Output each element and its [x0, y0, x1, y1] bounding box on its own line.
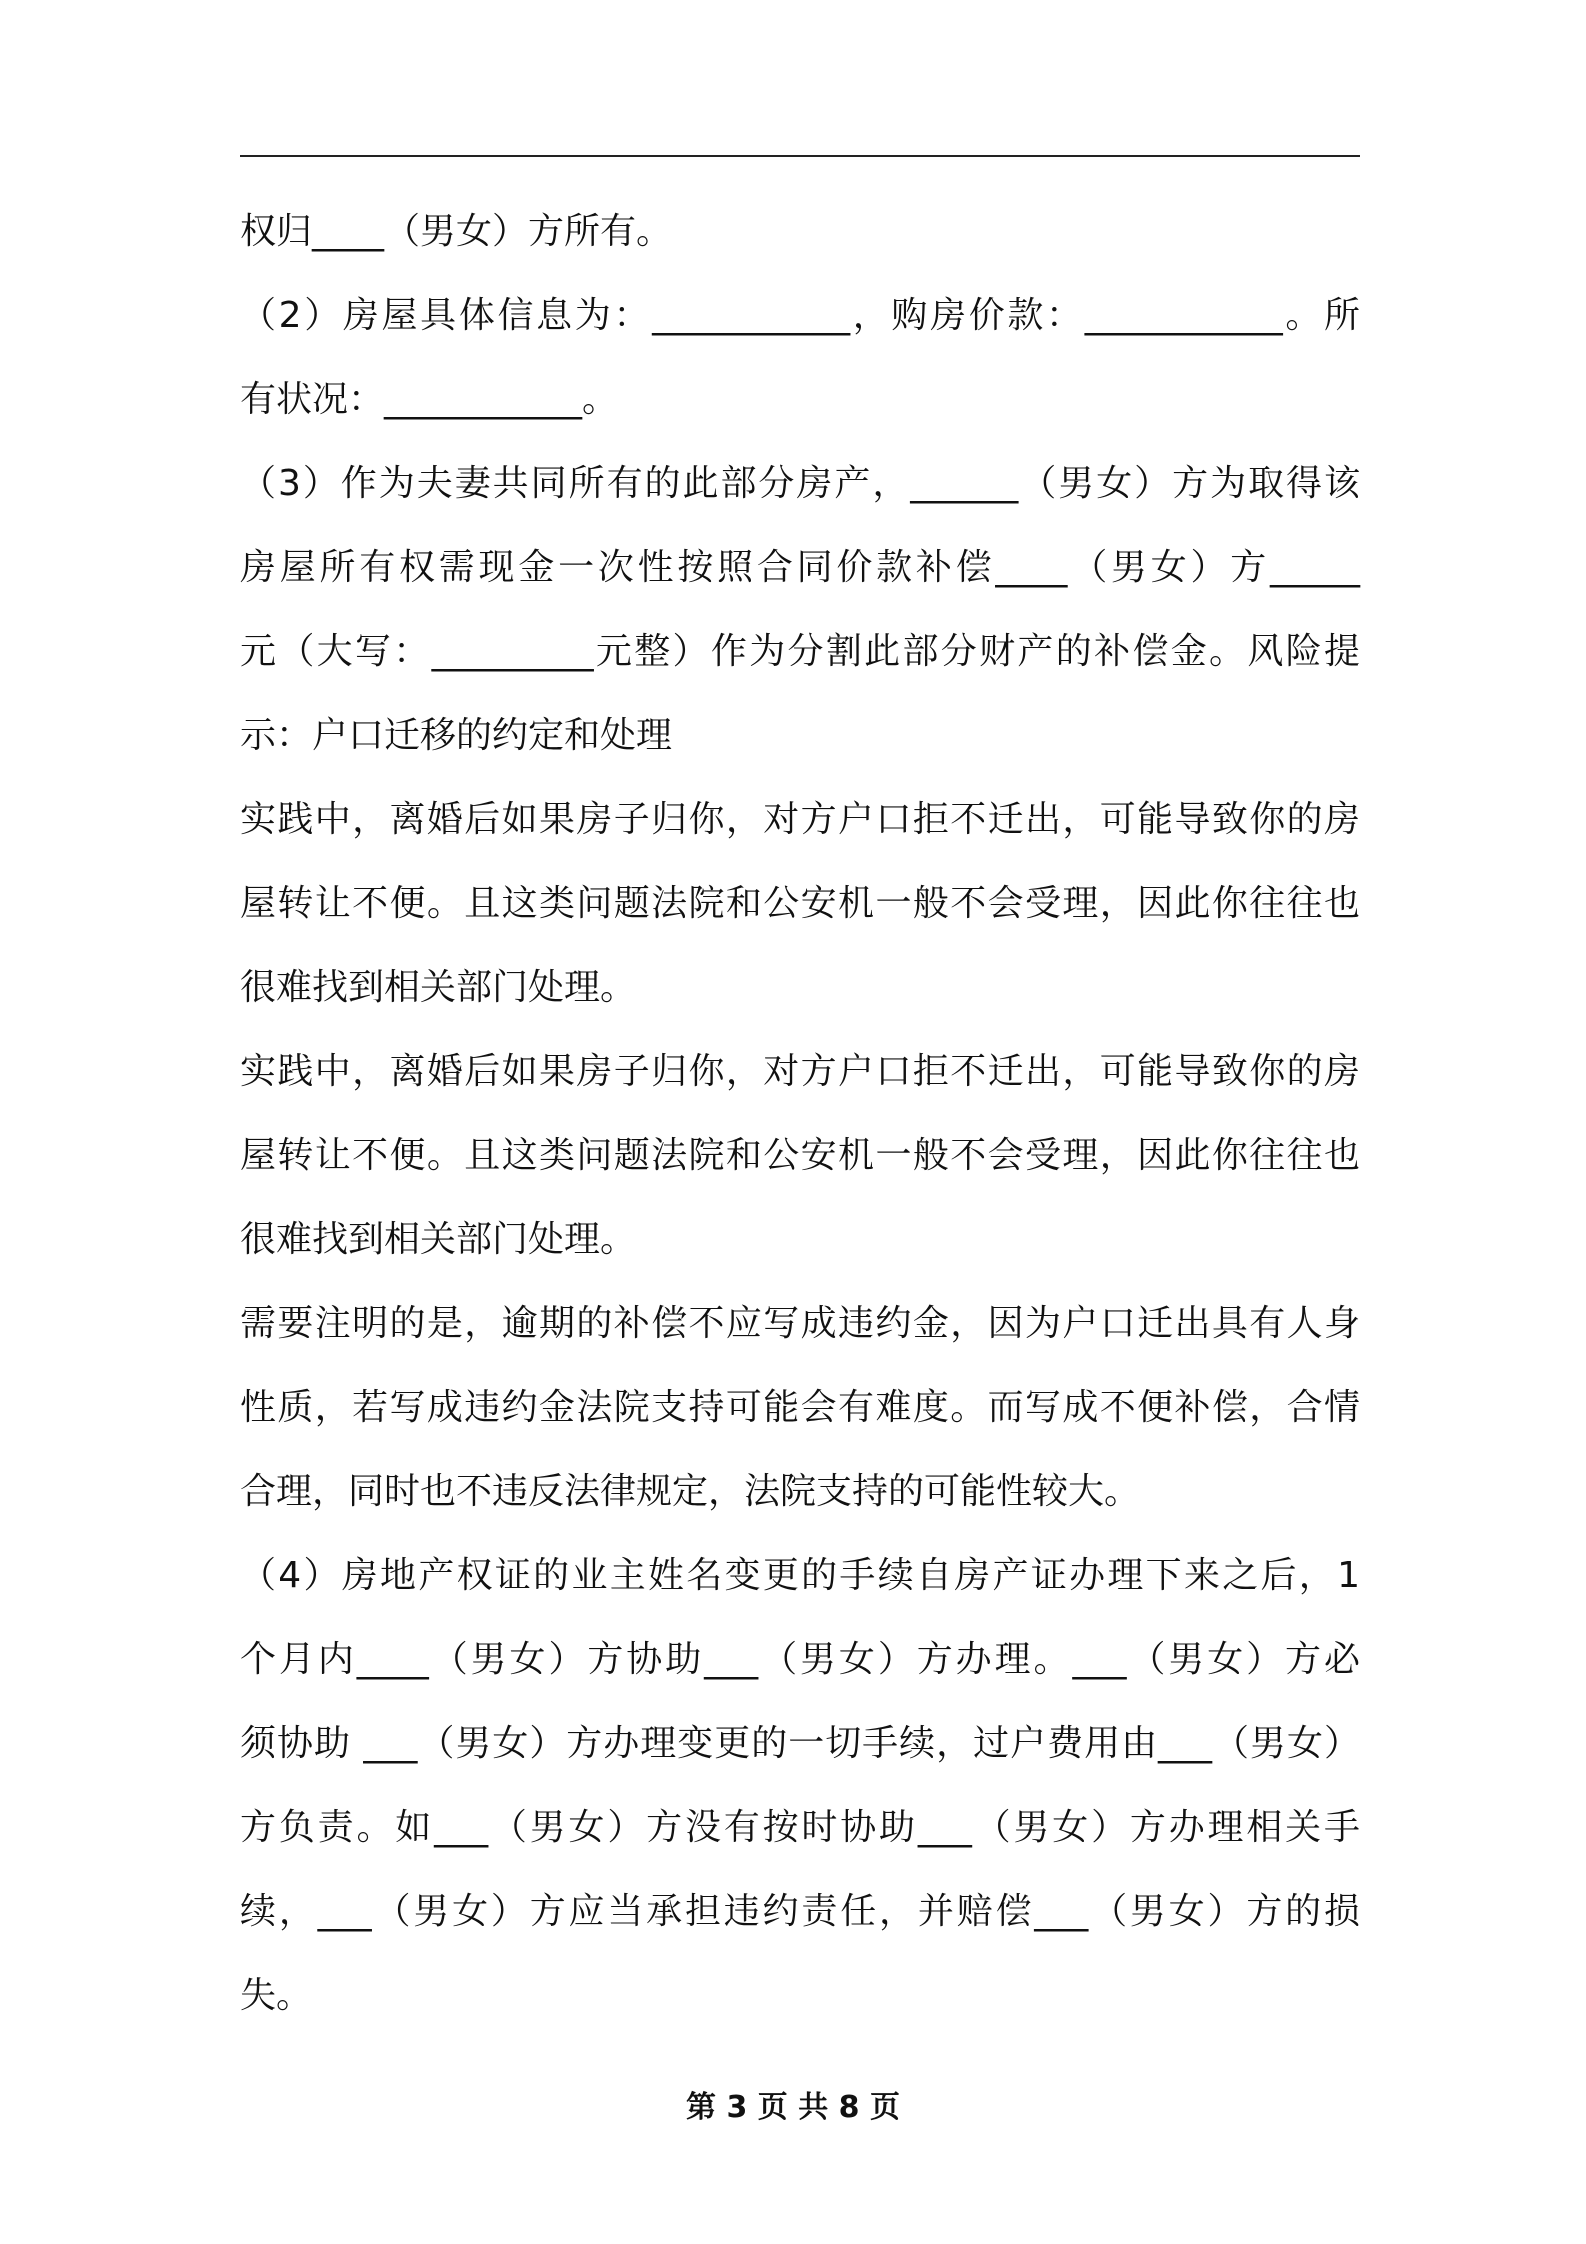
text-line: 合理，同时也不违反法律规定，法院支持的可能性较大。 — [240, 1471, 1141, 1512]
text-line: 需要注明的是，逾期的补偿不应写成违约金，因为户口迁出具有人身 — [240, 1303, 1360, 1344]
text-line: 须协助 ___（男女）方办理变更的一切手续，过户费用由___（男女） — [240, 1723, 1360, 1764]
text-line: （2）房屋具体信息为：___________，购房价款：___________。所 — [240, 295, 1360, 336]
text-line: 方负责。如___（男女）方没有按时协助___（男女）方办理相关手 — [240, 1807, 1360, 1848]
text-line: 续，___（男女）方应当承担违约责任，并赔偿___（男女）方的损 — [240, 1891, 1360, 1932]
text-line: 实践中，离婚后如果房子归你，对方户口拒不迁出，可能导致你的房 — [240, 799, 1360, 840]
text-line: 房屋所有权需现金一次性按照合同价款补偿____（男女）方_____ — [240, 547, 1360, 588]
text-line: （3）作为夫妻共同所有的此部分房产，______（男女）方为取得该 — [240, 463, 1360, 504]
text-line: 失。 — [240, 1975, 313, 2016]
page-number-footer: 第 3 页 共 8 页 — [686, 2090, 900, 2125]
document-body — [240, 190, 1360, 2038]
text-line: （4）房地产权证的业主姓名变更的手续自房产证办理下来之后，1 — [240, 1555, 1360, 1596]
text-line: 很难找到相关部门处理。 — [240, 1219, 637, 1260]
text-line: 个月内____（男女）方协助___（男女）方办理。___（男女）方必 — [240, 1639, 1360, 1680]
text-line: 权归____（男女）方所有。 — [240, 211, 673, 252]
text-line: 有状况：___________。 — [240, 379, 619, 420]
text-line: 屋转让不便。且这类问题法院和公安机一般不会受理，因此你往往也 — [240, 883, 1360, 924]
text-line: 实践中，离婚后如果房子归你，对方户口拒不迁出，可能导致你的房 — [240, 1051, 1360, 1092]
text-line: 很难找到相关部门处理。 — [240, 967, 637, 1008]
text-line: 元（大写：_________元整）作为分割此部分财产的补偿金。风险提 — [240, 631, 1360, 672]
header-rule — [240, 155, 1360, 157]
text-line: 示：户口迁移的约定和处理 — [240, 715, 673, 756]
text-line: 性质，若写成违约金法院支持可能会有难度。而写成不便补偿，合情 — [240, 1387, 1360, 1428]
text-line: 屋转让不便。且这类问题法院和公安机一般不会受理，因此你往往也 — [240, 1135, 1360, 1176]
